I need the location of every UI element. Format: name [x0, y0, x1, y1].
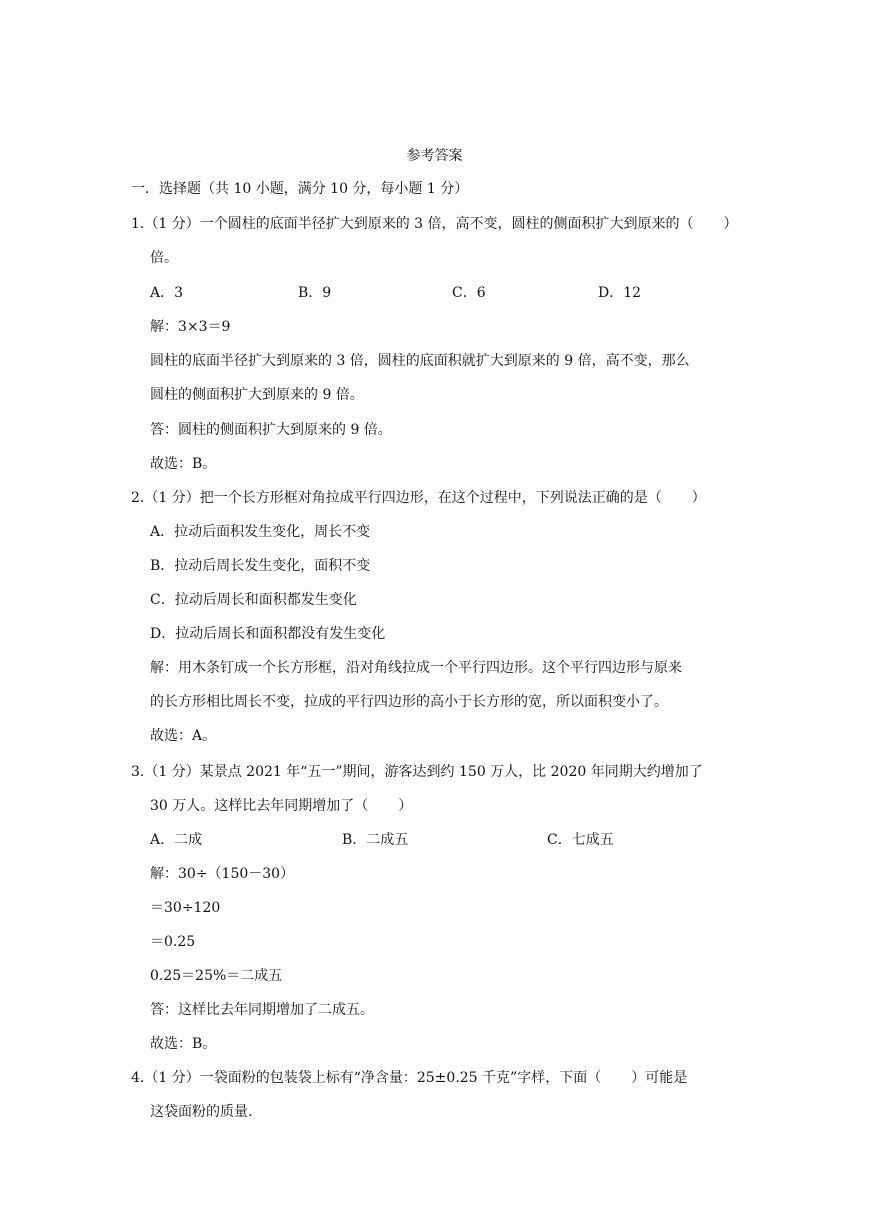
question-3-stem: 3.（1 分）某景点 2021 年“五一”期间，游客达到约 150 万人，比 2020 年同期大约增加了	[131, 764, 703, 780]
solution-line: ＝30÷120	[150, 900, 221, 916]
question-4-stem: 4.（1 分）一袋面粉的包装袋上标有“净含量：25±0.25 千克”字样，下面（ ）可能是	[131, 1070, 688, 1086]
option-b: B．9	[298, 285, 332, 301]
solution-line: 圆柱的底面半径扩大到原来的 3 倍，圆柱的底面积就扩大到原来的 9 倍，高不变，那么	[150, 353, 690, 369]
solution-line: 的长方形相比周长不变，拉成的平行四边形的高小于长方形的宽，所以面积变小了。	[150, 694, 668, 710]
question-1-stem-cont: 倍。	[150, 250, 178, 266]
section-heading: 一．选择题（共 10 小题，满分 10 分，每小题 1 分）	[131, 181, 469, 197]
option-a: A．3	[150, 285, 184, 301]
option-b: B．拉动后周长发生变化，面积不变	[150, 558, 371, 574]
option-a: A．二成	[150, 832, 203, 848]
question-3-stem-cont: 30 万人。这样比去年同期增加了（ ）	[150, 798, 413, 814]
choice-line: 故选：A。	[150, 728, 217, 744]
solution-line: 解：3×3＝9	[150, 319, 231, 335]
question-2-stem: 2.（1 分）把一个长方形框对角拉成平行四边形，在这个过程中，下列说法正确的是（ ）	[131, 490, 706, 506]
option-a: A．拉动后面积发生变化，周长不变	[150, 524, 371, 540]
solution-line: 解：用木条钉成一个长方形框，沿对角线拉成一个平行四边形。这个平行四边形与原来	[150, 660, 682, 676]
solution-line: 解：30÷（150－30）	[150, 866, 295, 882]
option-c: C．七成五	[547, 832, 614, 848]
answer-line: 答：这样比去年同期增加了二成五。	[150, 1002, 374, 1018]
question-1-stem: 1.（1 分）一个圆柱的底面半径扩大到原来的 3 倍，高不变，圆柱的侧面积扩大到原来的（ ）	[131, 216, 738, 232]
choice-line: 故选：B。	[150, 1036, 217, 1052]
solution-line: 圆柱的侧面积扩大到原来的 9 倍。	[150, 387, 364, 403]
answer-line: 答：圆柱的侧面积扩大到原来的 9 倍。	[150, 422, 392, 438]
question-4-stem-cont: 这袋面粉的质量.	[150, 1104, 253, 1120]
option-c: C．6	[452, 285, 486, 301]
solution-line: 0.25＝25%＝二成五	[150, 968, 283, 984]
page-title: 参考答案	[406, 148, 463, 164]
option-c: C．拉动后周长和面积都发生变化	[150, 592, 357, 608]
option-d: D．12	[598, 285, 642, 301]
solution-line: ＝0.25	[150, 934, 196, 950]
choice-line: 故选：B。	[150, 456, 217, 472]
option-b: B．二成五	[342, 832, 409, 848]
option-d: D．拉动后周长和面积都没有发生变化	[150, 626, 386, 642]
